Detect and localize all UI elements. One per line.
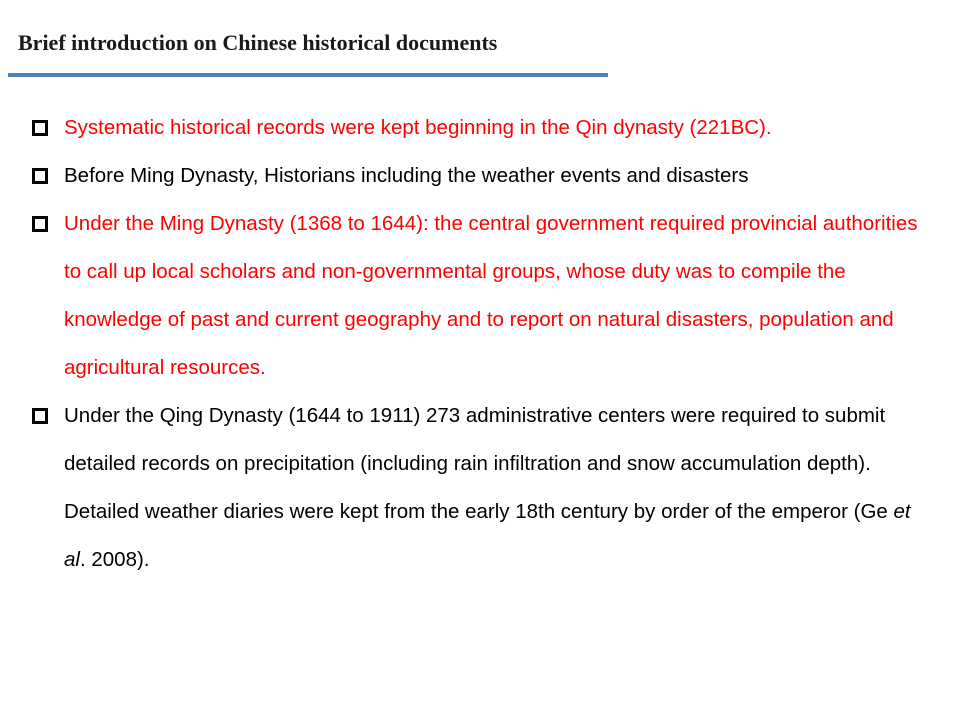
title-underline bbox=[8, 73, 608, 77]
square-bullet-icon bbox=[32, 120, 48, 136]
bullet-item-qing bbox=[32, 392, 922, 584]
bullet-text: Before Ming Dynasty, Historians including the weather events and disasters bbox=[64, 164, 749, 187]
bullet-list bbox=[32, 104, 922, 584]
bullet-text: Systematic historical records were kept beginning in the Qin dynasty (221BC). bbox=[64, 116, 772, 139]
bullet-item-before-ming bbox=[32, 152, 922, 200]
bullet-item-qin bbox=[32, 104, 922, 152]
citation-italic: et al bbox=[64, 500, 911, 571]
bullet-item-ming bbox=[32, 200, 922, 392]
bullet-text-end: . 2008). bbox=[79, 548, 150, 571]
square-bullet-icon bbox=[32, 408, 48, 424]
bullet-text: Under the Ming Dynasty (1368 to 1644): the central government required provincial authorities to call up local scholars and non-governmental groups, whose duty was to compile the knowledge of past and current geography and to report on natural disasters, population and agricultural resources. bbox=[64, 212, 918, 379]
square-bullet-icon bbox=[32, 216, 48, 232]
bullet-text: Under the Qing Dynasty (1644 to 1911) 273 administrative centers were required to submit detailed records on precipitation (including rain infiltration and snow accumulation depth). Detailed weather diaries were kept from the early 18th century by order of the emperor (Ge bbox=[64, 404, 894, 523]
slide-title: Brief introduction on Chinese historical documents bbox=[18, 30, 498, 55]
square-bullet-icon bbox=[32, 168, 48, 184]
